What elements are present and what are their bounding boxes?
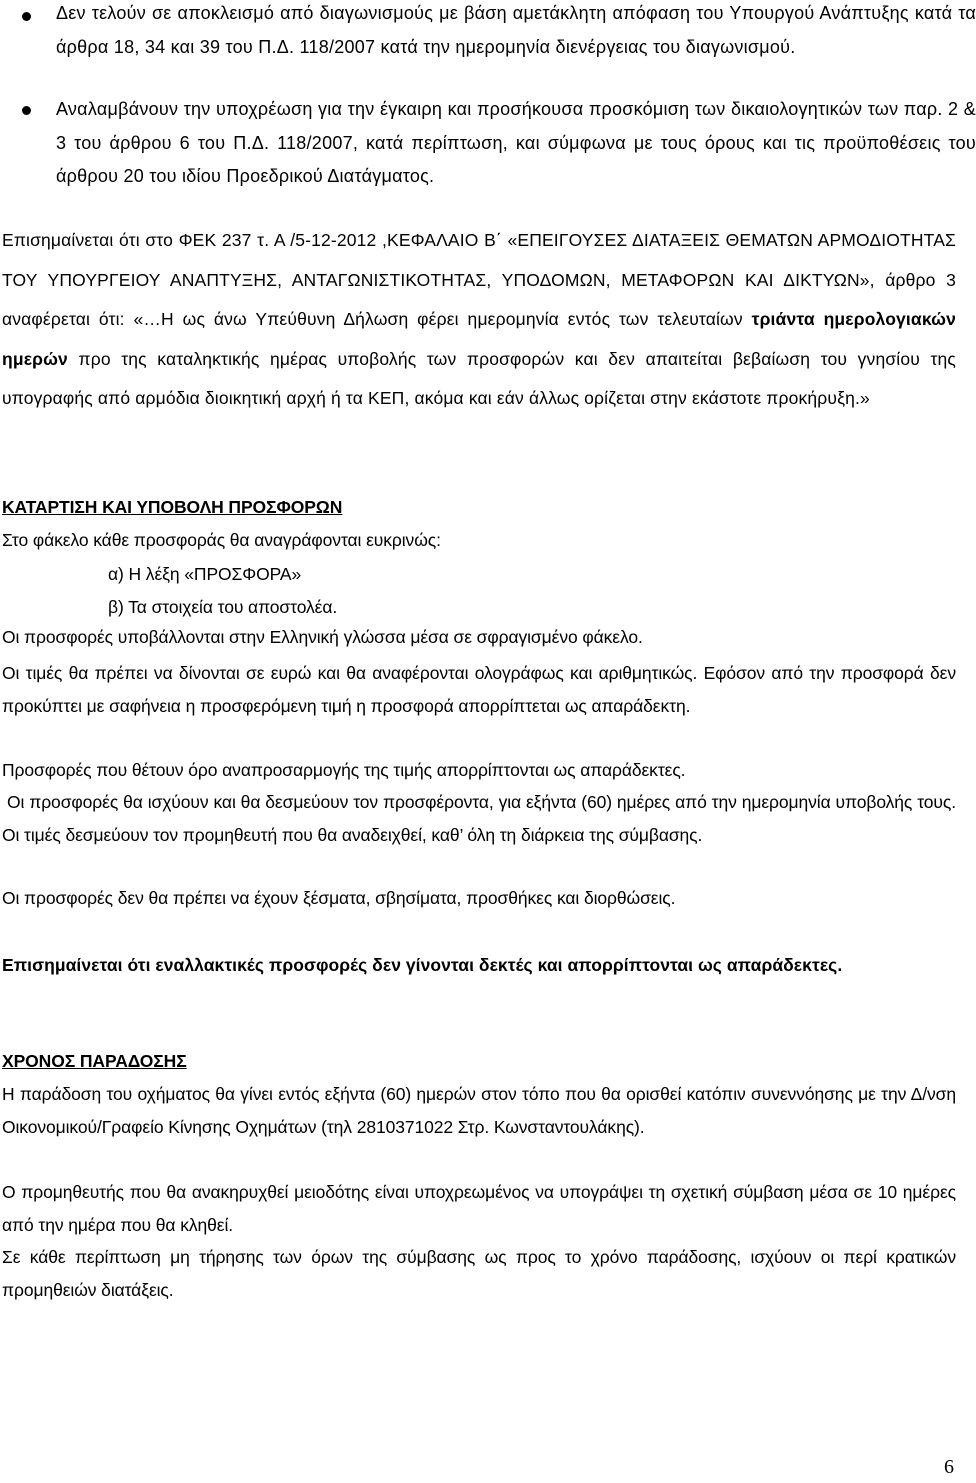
- offers-paragraph: Οι προσφορές δεν θα πρέπει να έχουν ξέσματα, σβησίματα, προσθήκες και διορθώσεις.: [2, 888, 676, 908]
- offers-item: β) Τα στοιχεία του αποστολέα.: [108, 597, 338, 617]
- bullet-text: Δεν τελούν σε αποκλεισμό από διαγωνισμούς με βάση αμετάκλητη απόφαση του Υπουργού Ανάπτυξης κατά τα άρθρα 18, 34 και 39 του Π.Δ. 118/2007 κατά την ημερομηνία διενέργειας του διαγωνισμού.: [56, 3, 976, 57]
- notice-tail: προ της καταληκτικής ημέρας υποβολής των προσφορών και δεν απαιτείται βεβαίωση του γνησίου της υπογραφής από αρμόδια διοικητική αρχή ή τα ΚΕΠ, ακόμα και εάν άλλως ορίζεται στην εκάστοτε προκήρυξη.»: [2, 348, 956, 408]
- bullet-icon: [22, 12, 31, 21]
- delivery-paragraph: Σε κάθε περίπτωση μη τήρησης των όρων της σύμβασης ως προς το χρόνο παράδοσης, ισχύουν οι περί κρατικών προμηθειών διατάξεις.: [2, 1247, 956, 1300]
- section-heading-offers: ΚΑΤΑΡΤΙΣΗ ΚΑΙ ΥΠΟΒΟΛΗ ΠΡΟΣΦΟΡΩΝ: [2, 497, 343, 517]
- delivery-paragraph: Ο προμηθευτής που θα ανακηρυχθεί μειοδότης είναι υποχρεωμένος να υπογράψει τη σχετική σύμβαση μέσα σε 10 ημέρες από την ημέρα που θα κληθεί.: [2, 1182, 956, 1235]
- offers-paragraph: Προσφορές που θέτουν όρο αναπροσαρμογής της τιμής απορρίπτονται ως απαράδεκτες.: [2, 760, 686, 780]
- section-heading-delivery: ΧΡΟΝΟΣ ΠΑΡΑΔΟΣΗΣ: [2, 1051, 187, 1071]
- bullet-text: Αναλαμβάνουν την υποχρέωση για την έγκαιρη και προσήκουσα προσκόμιση των δικαιολογητικών των παρ. 2 & 3 του άρθρου 6 του Π.Δ. 118/2007, κατά περίπτωση, και σύμφωνα με τους όρους και τις προϋποθέσεις του άρθρου 20 του ιδίου Προεδρικού Διατάγματος.: [56, 99, 976, 186]
- notice-paragraph: [2, 221, 956, 419]
- notice-bold: τριάντα ημερολογιακών ημερών: [2, 309, 956, 369]
- offers-warning: Επισημαίνεται ότι εναλλακτικές προσφορές δεν γίνονται δεκτές και απορρίπτονται ως απαράδεκτες.: [2, 955, 843, 975]
- offers-item: α) Η λέξη «ΠΡΟΣΦΟΡΑ»: [108, 564, 302, 584]
- offers-paragraph: Οι τιμές θα πρέπει να δίνονται σε ευρώ και θα αναφέρονται ολογράφως και αριθμητικώς. Εφόσον από την προσφορά δεν προκύπτει με σαφήνεια η προσφερόμενη τιμή η προσφορά απορρίπτεται ως απαράδεκτη.: [2, 663, 956, 716]
- bullet-icon: [22, 106, 31, 115]
- offers-paragraph: Οι προσφορές υποβάλλονται στην Ελληνική γλώσσα μέσα σε σφραγισμένο φάκελο.: [2, 627, 643, 647]
- page-number: 6: [944, 1456, 954, 1478]
- offers-intro: Στο φάκελο κάθε προσφοράς θα αναγράφονται ευκρινώς:: [2, 530, 441, 550]
- offers-paragraph: Οι προσφορές θα ισχύουν και θα δεσμεύουν τον προσφέροντα, για εξήντα (60) ημέρες από την ημερομηνία υποβολής τους. Οι τιμές δεσμεύουν τον προμηθευτή που θα αναδειχθεί, καθ’ όλη τη διάρκεια της σύμβασης.: [2, 792, 961, 845]
- notice-lead: Επισημαίνεται ότι στο ΦΕΚ 237 τ. Α /5-12-2012 ,ΚΕΦΑΛΑΙΟ Β΄ «ΕΠΕΙΓΟΥΣΕΣ ΔΙΑΤΑΞΕΙΣ ΘΕΜΑΤΩΝ ΑΡΜΟΔΙΟΤΗΤΑΣ ΤΟΥ ΥΠΟΥΡΓΕΙΟΥ ΑΝΑΠΤΥΞΗΣ, ΑΝΤΑΓΩΝΙΣΤΙΚΟΤΗΤΑΣ, ΥΠΟΔΟΜΩΝ, ΜΕΤΑΦΟΡΩΝ ΚΑΙ ΔΙΚΤΥΩΝ», άρθρο 3 αναφέρεται ότι: «…Η ως άνω Υπεύθυνη Δήλωση φέρει ημερομηνία εντός των τελευταίων: [2, 230, 956, 329]
- delivery-paragraph: Η παράδοση του οχήματος θα γίνει εντός εξήντα (60) ημερών στον τόπο που θα ορισθεί κατόπιν συνεννόησης με την Δ/νση Οικονομικού/Γραφείο Κίνησης Οχημάτων (τηλ 2810371022 Στρ. Κωνσταντουλάκης).: [2, 1084, 956, 1137]
